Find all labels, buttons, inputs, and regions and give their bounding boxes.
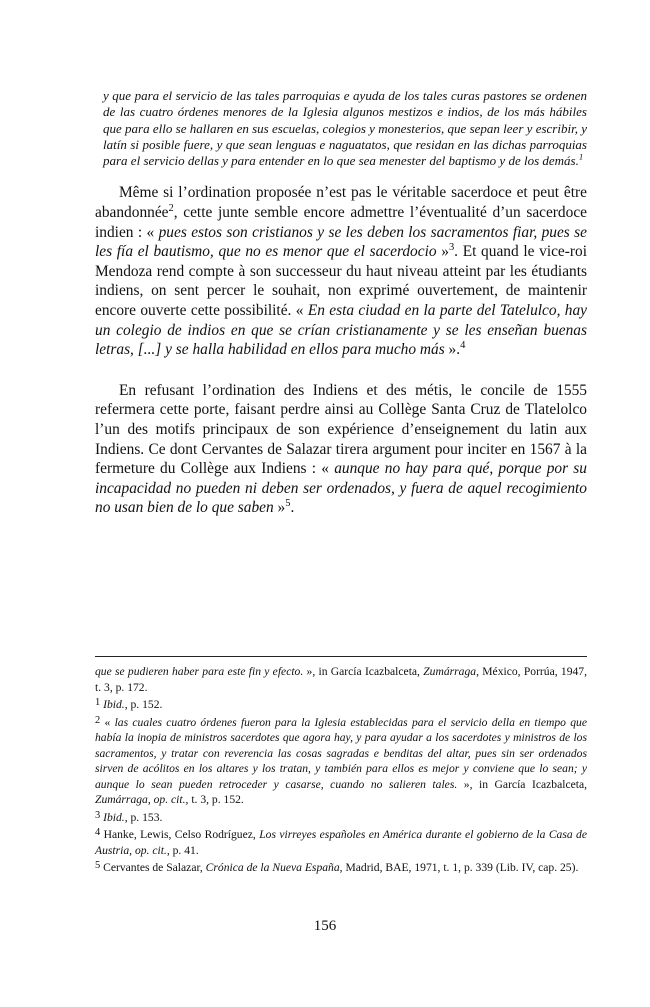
paragraph — [95, 183, 587, 359]
spanish-quote: aunque no hay para qué, porque por su incapacidad no pueden ni deben ser ordenados, y fuera de aquel recogimiento no usan bien de lo que saben — [95, 460, 587, 517]
spanish-quote: pues estos son cristianos y se les deben los sacramentos fiar, pues se les fía el bautismo, que no es menor que el sacerdocio — [95, 223, 587, 261]
footnote-text: , t. 3, p. 152. — [185, 793, 244, 806]
footnotes — [95, 664, 587, 878]
main-text — [95, 88, 587, 518]
footnote-text: , Madrid, BAE, 1971, t. 1, p. 339 (Lib. IV, cap. 25). — [339, 861, 579, 874]
footnote-italic: que se pudieren haber para este fin y efecto. — [95, 665, 304, 678]
paragraph-text: » — [436, 243, 449, 261]
footnote-italic: Los virreyes españoles en América durante el gobierno de la Casa de Austria, op. cit. — [95, 828, 588, 857]
footnote-ref[interactable]: 1 — [578, 151, 584, 162]
footnote-1 — [95, 697, 587, 713]
paragraph-text: ». — [444, 341, 461, 359]
footnote-text: », in García Icazbalceta, — [303, 665, 424, 678]
footnote-5 — [95, 860, 587, 876]
footnote-text: , p. 152. — [124, 698, 163, 711]
footnote-number: 3 — [95, 809, 101, 821]
footnote-italic: Zumárraga — [423, 665, 477, 678]
block-quote — [95, 88, 587, 169]
footnote-text: Hanke, Lewis, Celso Rodríguez, — [100, 828, 260, 841]
paragraph-text: , cette junte semble encore admettre l’éventualité d’un sacerdoce indien : « — [95, 204, 587, 241]
footnote-divider — [95, 656, 587, 657]
footnote-number: 4 — [95, 827, 101, 838]
footnote-text: », in García Icazbalceta, — [457, 777, 588, 791]
paragraph-text: . — [290, 499, 295, 517]
footnote-2 — [95, 715, 587, 808]
footnote-continuation — [95, 664, 587, 695]
footnote-3 — [95, 810, 587, 826]
footnote-ref[interactable]: 5 — [285, 498, 291, 510]
footnote-number: 5 — [95, 860, 101, 871]
footnote-number: 1 — [95, 697, 101, 708]
footnote-4 — [95, 827, 587, 858]
footnote-ref[interactable]: 4 — [460, 340, 466, 352]
footnote-italic: Ibid. — [103, 698, 125, 711]
footnote-text: , p. 153. — [124, 810, 163, 824]
paragraph-text: » — [273, 499, 286, 517]
footnote-text: , México, Porrúa, 1947, t. 3, p. 172. — [95, 665, 587, 694]
paragraph-text: En refusant l’ordination des Indiens et des métis, le concile de 1555 refermera cette porte, faisant perdre ainsi au Collège Santa Cruz de Tlatelolco l’un des motifs principaux de son expérience d’enseignement du latin aux Indiens. Ce dont Cervantes de Salazar tirera argument pour inciter en 1567 à la fermeture du Collège aux Indiens : « — [95, 381, 587, 478]
footnote-italic: Ibid. — [103, 810, 125, 824]
footnote-italic: las cuales cuatro órdenes fueron para la Iglesia establecidas para el servicio della en tiempo que había la inopia de ministros sacerdotes que agora hay, y para ayudar a los sacerdotes y ministros de los sacramentos, y tratar con reverencia las cosas sagradas e benditas del altar, pues sin ser ordenados sirven de acólitos en los altares y los tratan, y también para ellos es mejor y conviene que lo sean; y aunque lo sean pueden retroceder y casarse, cuando no salieren tales. — [95, 715, 587, 791]
footnote-ref[interactable]: 2 — [168, 202, 174, 214]
paragraph-text: Même si l’ordination proposée n’est pas le véritable sacerdoce et peut être abandonnée — [95, 184, 587, 222]
paragraph-text: . Et quand le vice-roi Mendoza rend compte à son successeur du haut niveau atteint par les étudiants indiens, on sent percer le souhait, non exprimé ouvertement, de maintenir encore ouverte cette possibilité. « — [95, 243, 587, 320]
footnote-ref[interactable]: 3 — [448, 242, 455, 254]
quote-text: y que para el servicio de las tales parroquias e ayuda de los tales curas pastores se ordenen de las cuatro órdenes menores de la Iglesia algunos mestizos e indios, de los más hábiles que para ello se hallaren en sus escuelas, colegios y monesterios, que sepan leer y escribir, y latín si posible fuere, y que sean lenguas e naguatatos, que residan en las dichas parroquias para el servicio dellas y para entender en lo que sea menester del baptismo y de los demás. — [103, 88, 587, 169]
footnote-text: , p. 41. — [166, 843, 199, 857]
footnote-number: 2 — [95, 714, 101, 726]
footnote-italic: Zumárraga, op. cit. — [95, 793, 186, 806]
footnote-italic: Crónica de la Nueva España — [205, 861, 340, 874]
footnote-text: « — [100, 715, 115, 729]
paragraph — [95, 381, 587, 518]
footnote-text: Cervantes de Salazar, — [100, 861, 206, 874]
page-number: 156 — [313, 918, 337, 934]
spanish-quote: En esta ciudad en la parte del Tatelulco, hay un colegio de indios en que se crían cristianamente y se les enseñan buenas letras, [...] y se halla habilidad en ellos para mucho más — [95, 302, 588, 359]
